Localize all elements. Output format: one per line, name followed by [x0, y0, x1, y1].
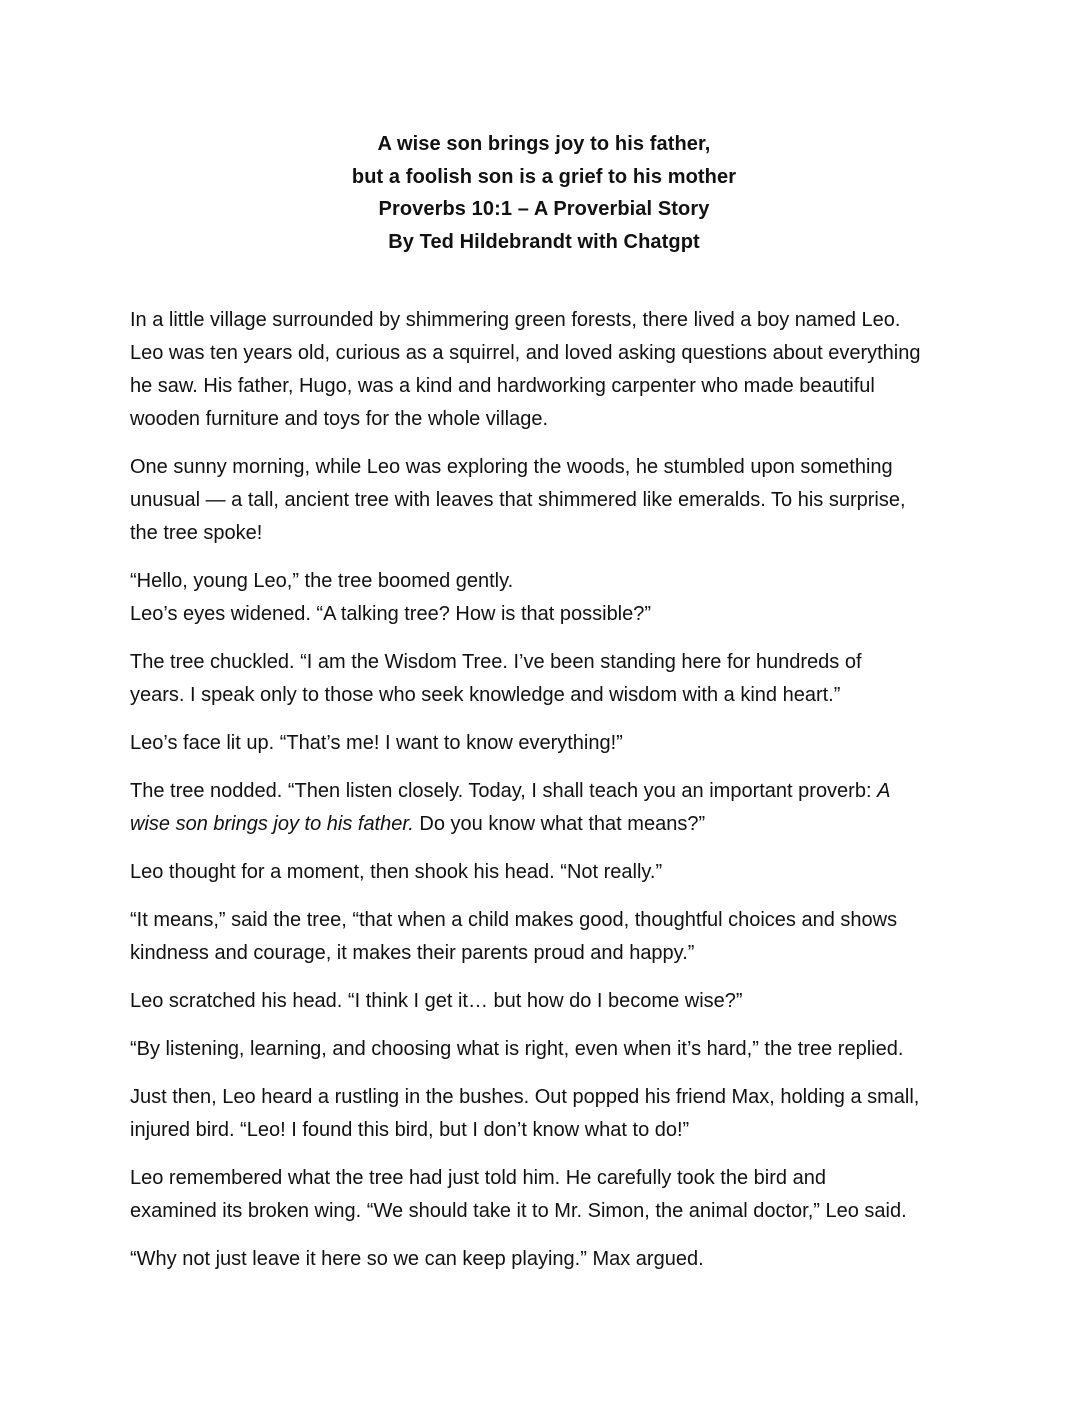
text-line: kindness and courage, it makes their parents proud and happy.”: [130, 942, 695, 964]
text-line: “Why not just leave it here so we can keep playing.” Max argued.: [130, 1248, 704, 1270]
title-line-1: A wise son brings joy to his father,: [377, 133, 711, 155]
text-line: Leo’s eyes widened. “A talking tree? How is that possible?”: [130, 603, 652, 625]
title-block: [0, 128, 1088, 258]
text-line: injured bird. “Leo! I found this bird, but I don’t know what to do!”: [130, 1119, 690, 1141]
text-line: Leo remembered what the tree had just told him. He carefully took the bird and: [130, 1167, 826, 1189]
paragraph-10: [130, 1033, 970, 1066]
text-line: Just then, Leo heard a rustling in the bushes. Out popped his friend Max, holding a small,: [130, 1086, 920, 1108]
text-line: Leo scratched his head. “I think I get it… but how do I become wise?”: [130, 990, 743, 1012]
text-segment: Do you know what that means?”: [413, 813, 706, 835]
paragraph-2: [130, 451, 970, 550]
title-line-3: Proverbs 10:1 – A Proverbial Story: [378, 198, 710, 220]
text-line: Leo thought for a moment, then shook his head. “Not really.”: [130, 861, 663, 883]
italic-proverb-text: wise son brings joy to his father.: [130, 813, 414, 835]
text-line: In a little village surrounded by shimmering green forests, there lived a boy named Leo.: [130, 309, 901, 331]
paragraph-5: [130, 727, 970, 760]
text-line: unusual — a tall, ancient tree with leaves that shimmered like emeralds. To his surprise,: [130, 489, 906, 511]
paragraph-6: [130, 775, 970, 841]
paragraph-11: [130, 1081, 970, 1147]
text-line: he saw. His father, Hugo, was a kind and hardworking carpenter who made beautiful: [130, 375, 875, 397]
text-line: [130, 775, 970, 808]
text-line: “By listening, learning, and choosing what is right, even when it’s hard,” the tree replied.: [130, 1038, 904, 1060]
text-line: “It means,” said the tree, “that when a child makes good, thoughtful choices and shows: [130, 909, 898, 931]
text-segment: The tree nodded. “Then listen closely. Today, I shall teach you an important proverb:: [130, 780, 878, 802]
paragraph-3: [130, 565, 970, 631]
paragraph-8: [130, 904, 970, 970]
text-line: [130, 808, 970, 841]
text-line: examined its broken wing. “We should take it to Mr. Simon, the animal doctor,” Leo said.: [130, 1200, 907, 1222]
italic-proverb-text: A: [877, 780, 891, 802]
paragraph-4: [130, 646, 970, 712]
text-line: The tree chuckled. “I am the Wisdom Tree. I’ve been standing here for hundreds of: [130, 651, 862, 673]
paragraph-12: [130, 1162, 970, 1228]
text-line: years. I speak only to those who seek knowledge and wisdom with a kind heart.”: [130, 684, 841, 706]
text-line: “Hello, young Leo,” the tree boomed gently.: [130, 570, 514, 592]
title-line-2: but a foolish son is a grief to his mother: [351, 165, 737, 188]
title-line-4: By Ted Hildebrandt with Chatgpt: [388, 230, 700, 253]
text-line: wooden furniture and toys for the whole village.: [130, 408, 549, 430]
paragraph-9: [130, 985, 970, 1018]
text-line: the tree spoke!: [130, 522, 263, 544]
paragraph-7: [130, 856, 970, 889]
paragraph-13: [130, 1243, 970, 1276]
paragraph-1: [130, 304, 970, 436]
text-line: One sunny morning, while Leo was exploring the woods, he stumbled upon something: [130, 456, 893, 478]
text-line: Leo was ten years old, curious as a squirrel, and loved asking questions about everything: [130, 342, 921, 364]
story-body: [130, 304, 970, 1291]
text-line: Leo’s face lit up. “That’s me! I want to know everything!”: [130, 732, 623, 754]
